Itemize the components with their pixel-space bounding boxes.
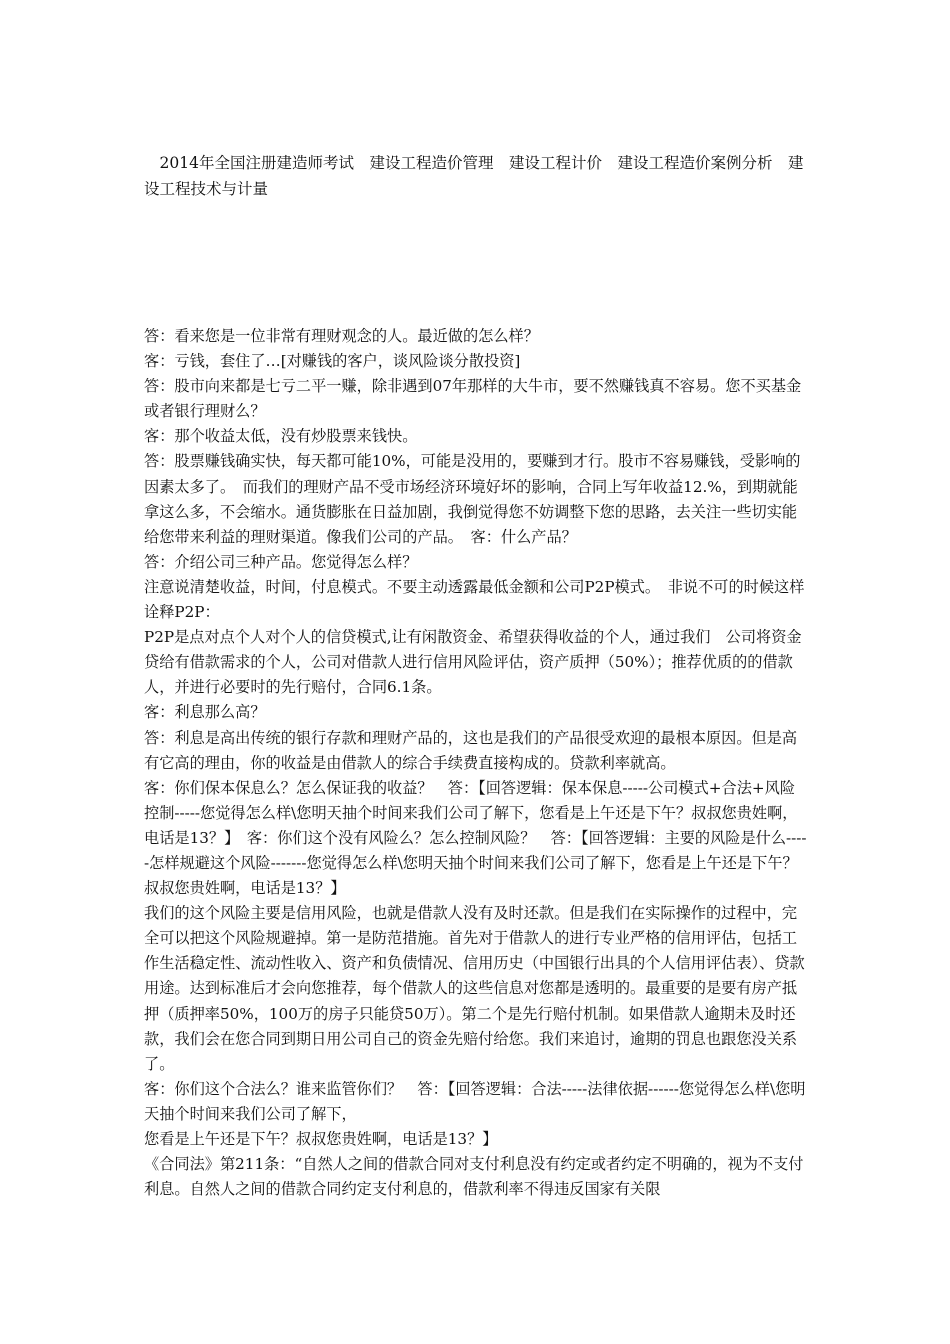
paragraph: 客：你们这个合法么？谁来监管你们？ 答：【回答逻辑：合法-----法律依据------您觉得怎么样\您明天抽个时间来我们公司了解下， xyxy=(144,1079,806,1123)
paragraph: 客：那个收益太低，没有炒股票来钱快。 xyxy=(144,427,418,446)
paragraph: 客：亏钱，套住了…[对赚钱的客户，谈风险谈分散投资] xyxy=(144,352,521,371)
paragraph: 您看是上午还是下午？叔叔您贵姓啊，电话是13？】 xyxy=(144,1130,498,1148)
paragraph: 答：看来您是一位非常有理财观念的人。最近做的怎么样？ xyxy=(144,327,539,345)
paragraph: 客：你们保本保息么？怎么保证我的收益？ 答：【回答逻辑：保本保息-----公司模式+合法+风险控制-----您觉得怎么样\您明天抽个时间来我们公司了解下，您看是上午还是下午？叔叔您贵姓啊，电话是13？】 客：你们这个没有风险么？怎么控制风险？ 答：【回答逻辑：主要的风险是什么-----怎样规避这个风险-------您觉得怎么样\您明天抽个时间来我们公司了解下，您看是上午还是下午？叔叔您贵姓啊，电话是13？】 xyxy=(144,778,807,898)
paragraph: 《合同法》第211条：“自然人之间的借款合同对支付利息没有约定或者约定不明确的，视为不支付利息。自然人之间的借款合同约定支付利息的，借款利率不得违反国家有关限 xyxy=(144,1155,804,1199)
paragraph: 注意说清楚收益，时间，付息模式。不要主动透露最低金额和公司P2P模式。 非说不可的时候这样诠释P2P： xyxy=(144,577,805,622)
paragraph: 答：利息是高出传统的银行存款和理财产品的，这也是我们的产品很受欢迎的最根本原因。但是高有它高的理由，你的收益是由借款人的综合手续费直接构成的。贷款利率就高。 xyxy=(144,728,798,772)
paragraph: 答：股市向来都是七亏二平一赚，除非遇到07年那样的大牛市，要不然赚钱真不容易。您不买基金或者银行理财么？ xyxy=(144,377,802,421)
paragraph: 我们的这个风险主要是信用风险，也就是借款人没有及时还款。但是我们在实际操作的过程中，完全可以把这个风险规避掉。第一是防范措施。首先对于借款人的进行专业严格的信用评估，包括工作生活稳定性、流动性收入、资产和负债情况、信用历史（中国银行出具的个人信用评估表）、贷款用途。达到标准后才会向您推荐，每个借款人的这些信息对您都是透明的。最重要的是要有房产抵押（质押率50%，100万的房子只能贷50万）。第二个是先行赔付机制。如果借款人逾期未及时还款，我们会在您合同到期日用公司自己的资金先赔付给您。我们来追讨，逾期的罚息也跟您没关系了。 xyxy=(144,904,805,1073)
document-header: 2014年全国注册建造师考试 建设工程造价管理 建设工程计价 建设工程造价案例分析 建设工程技术与计量 xyxy=(144,154,804,198)
paragraph: 客：利息那么高？ xyxy=(144,703,266,722)
paragraph: 答：股票赚钱确实快，每天都可能10%，可能是没用的，要赚到才行。股市不容易赚钱，受影响的因素太多了。 而我们的理财产品不受市场经济环境好坏的影响，合同上写年收益12.%，到期就能拿这么多，不会缩水。通货膨胀在日益加剧，我倒觉得您不妨调整下您的思路，去关注一些切实能给您带来利益的理财渠道。像我们公司的产品。 客：什么产品？ xyxy=(144,452,801,546)
document-body xyxy=(144,324,808,1202)
paragraph: 答：介绍公司三种产品。您觉得怎么样？ xyxy=(144,552,418,571)
paragraph: P2P是点对点个人对个人的信贷模式,让有闲散资金、希望获得收益的个人，通过我们 公司将资金贷给有借款需求的个人，公司对借款人进行信用风险评估，资产质押（50%）；推荐优质的的借款人，并进行必要时的先行赔付，合同6.1条。 xyxy=(144,628,802,697)
